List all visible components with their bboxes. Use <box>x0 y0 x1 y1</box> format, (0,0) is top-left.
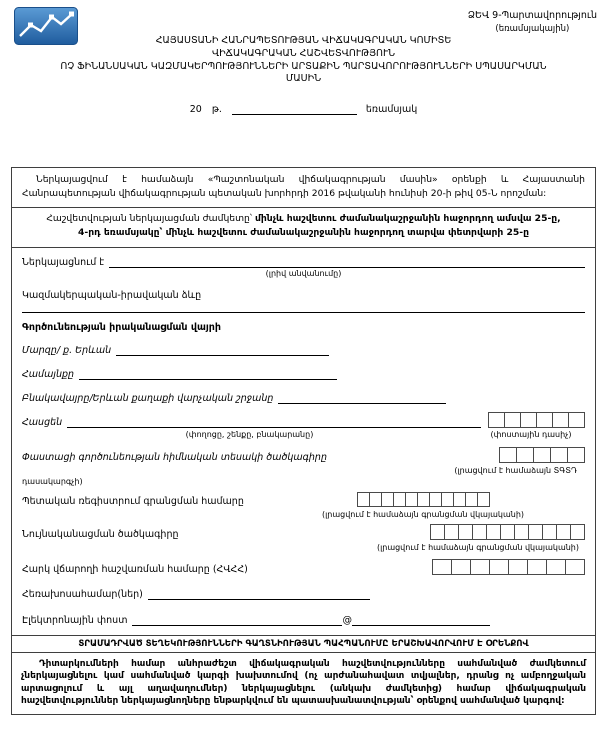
code-cell[interactable] <box>458 524 473 540</box>
community-row <box>22 367 585 380</box>
form-periodicity: (եռամսյակային) <box>495 24 570 35</box>
code-cell[interactable] <box>556 524 571 540</box>
community-input[interactable] <box>79 367 337 380</box>
email-domain-input[interactable] <box>352 613 490 626</box>
code-cell[interactable] <box>451 559 471 575</box>
deadline-section <box>12 208 595 248</box>
code-cell[interactable] <box>565 559 585 575</box>
deadline-prefix: Հաշվետվության ներկայացման ժամկետը՝ <box>46 212 253 224</box>
code-cell[interactable] <box>430 524 445 540</box>
tin-row <box>22 559 585 575</box>
code-cell[interactable] <box>444 524 459 540</box>
code-cell[interactable] <box>504 412 521 428</box>
presented-by-row <box>22 255 585 268</box>
tin-boxes <box>432 559 585 575</box>
subject-title-line2: ՄԱՍԻՆ <box>285 73 322 85</box>
address-row <box>22 412 585 428</box>
community-label: Համայնքը <box>22 368 75 380</box>
settlement-input[interactable] <box>278 391 446 404</box>
form-code: ՁԵՎ 9-Պարտավորություն <box>467 10 597 21</box>
code-cell[interactable] <box>527 559 547 575</box>
code-cell[interactable] <box>533 447 551 463</box>
state-register-boxes <box>357 492 490 507</box>
code-cell[interactable] <box>552 412 569 428</box>
code-cell[interactable] <box>520 412 537 428</box>
org-legal-form-input[interactable] <box>22 301 585 313</box>
code-cell[interactable] <box>516 447 534 463</box>
committee-title: ՀԱՅԱՍՏԱՆԻ ՀԱՆՐԱՊԵՏՈՒԹՅԱՆ ՎԻՃԱԿԱԳՐԱԿԱՆ ԿՈՄԻՏԵ <box>155 35 452 46</box>
report-date-line <box>11 103 596 115</box>
activity-place-heading: Գործունեության իրականացման վայրի <box>22 321 221 333</box>
code-cell[interactable] <box>500 524 515 540</box>
liability-warning <box>12 653 595 714</box>
code-cell[interactable] <box>489 559 509 575</box>
presented-by-label: Ներկայացնում է <box>22 256 105 268</box>
org-legal-form-label: Կազմակերպական-իրավական ձևը <box>22 289 202 301</box>
state-register-label: Պետական ռեգիստրում գրանցման համարը <box>22 496 244 508</box>
legal-basis-text: Ներկայացվում է համաձայն «Պաշտոնական վիճակագրության մասին» օրենքի և Հայաստանի Հանրապետության վիճակագրության պետական խորհրդի 2016 թվականի հունիսի 20-ի թիվ 05-Ն որոշման: <box>22 174 585 199</box>
region-row <box>22 343 585 356</box>
legal-basis-section <box>12 168 595 208</box>
code-cell[interactable] <box>486 524 501 540</box>
settlement-label: Բնակավայրը/Երևան քաղաքի վարչական շրջանը <box>22 392 274 404</box>
email-label: Էլեկտրոնային փոստ <box>22 614 128 626</box>
email-row <box>22 613 585 626</box>
deadline-part1: մինչև հաշվետու ժամանակաշրջանին հաջորդող ամսվա 25-ը, <box>254 212 561 224</box>
activity-code-note-part1: (լրացվում է համաձայն ՏԳՏԴ <box>454 465 577 475</box>
title-block <box>11 35 596 86</box>
address-input[interactable] <box>67 415 481 428</box>
form-body <box>11 167 596 715</box>
phone-row <box>22 587 585 600</box>
confidentiality-banner: ՏՐԱՄԱԴՐՎԱԾ ՏԵՂԵԿՈՒԹՅՈՒՆՆԵՐԻ ԳԱՂՏՆԻՈՒԹՅԱՆ ՊԱՀՊԱՆՈՒՄԸ ԵՐԱՇԽԱՎՈՐՎՈՒՄ Է ՕՐԵՆՔՈՎ <box>12 635 595 653</box>
code-cell[interactable] <box>508 559 528 575</box>
code-cell[interactable] <box>550 447 568 463</box>
address-note: (փողոցը, շենքը, բնակարանը) <box>185 429 314 439</box>
region-label: Մարզը/ ք. Երևան <box>22 344 112 356</box>
requisites-section <box>12 248 595 635</box>
code-cell[interactable] <box>477 492 490 507</box>
deadline-part2: 4-րդ եռամսյակը՝ մինչև հաշվետու ժամանակաշրջանին հաջորդող տարվա փետրվարի 25-ը <box>78 226 529 238</box>
address-label: Հասցեն <box>22 416 63 428</box>
code-cell[interactable] <box>528 524 543 540</box>
org-legal-form-row <box>22 290 585 301</box>
code-cell[interactable] <box>432 559 452 575</box>
code-cell[interactable] <box>514 524 529 540</box>
code-cell[interactable] <box>488 412 505 428</box>
code-cell[interactable] <box>470 559 490 575</box>
code-cell[interactable] <box>570 524 585 540</box>
postal-note: (փոստային դասիչ) <box>490 429 572 439</box>
email-at-sign: @ <box>342 614 352 626</box>
region-input[interactable] <box>116 343 329 356</box>
address-notes-row <box>22 429 585 440</box>
year-suffix: թ. <box>211 104 222 116</box>
phone-input[interactable] <box>148 587 370 600</box>
code-cell[interactable] <box>536 412 553 428</box>
year-prefix: 20 <box>189 104 202 116</box>
code-cell[interactable] <box>472 524 487 540</box>
presented-by-note: (լրիվ անվանումը) <box>265 268 342 278</box>
state-register-row <box>22 492 585 507</box>
armstat-logo <box>14 7 78 45</box>
code-cell[interactable] <box>542 524 557 540</box>
report-type-title: ՎԻՃԱԿԱԳՐԱԿԱՆ ՀԱՇՎԵՏՎՈՒԹՅՈՒՆ <box>211 47 396 59</box>
liability-warning-text: Դիտարկումների համար անհրաժեշտ վիճակագրական հաշվետվությունները սահմանված ժամկետում չներկայացնելու կամ սահմանված կարգի խախտումով (ոչ արժանահավատ տվյալներ, դրանց ոչ ամբողջական արտացոլում և այլ աղավաղումներ) ներկայացնելու (անկախ ժամկետից) համար վիճակագրական հաշվետվություններ ներկայացնողները ենթարկվում են պատասխանատվության՝ օրենքով սահմանված կարգով: <box>21 658 586 707</box>
code-cell[interactable] <box>568 412 585 428</box>
code-cell[interactable] <box>546 559 566 575</box>
period-word: եռամսյակ <box>365 104 418 116</box>
activity-code-row <box>22 447 585 463</box>
presented-by-input[interactable] <box>109 255 585 268</box>
state-register-note: (լրացվում է համաձայն գրանցման վկայականի) <box>322 510 525 520</box>
code-cell[interactable] <box>499 447 517 463</box>
email-local-input[interactable] <box>132 613 342 626</box>
id-code-label: Նույնականացման ծածկագիրը <box>22 529 179 541</box>
settlement-row <box>22 391 585 404</box>
id-code-row <box>22 524 585 540</box>
activity-code-note-part2: դասակարգչի) <box>22 477 83 487</box>
tin-label: Հարկ վճարողի հաշվառման համարը (ՀՎՀՀ) <box>22 563 248 575</box>
form-code-block <box>468 9 597 36</box>
subject-title-line1: ՈՉ ՖԻՆԱՆՍԱԿԱՆ ԿԱԶՄԱԿԵՐՊՈՒԹՅՈՒՆՆԵՐԻ ԱՐՏԱՔԻՆ ՊԱՐՏԱՎՈՐՈՒԹՅՈՒՆՆԵՐԻ ՍՊԱՍԱՐԿՄԱՆ <box>60 60 547 72</box>
activity-code-boxes <box>499 447 585 463</box>
quarter-input[interactable] <box>232 103 357 115</box>
id-code-note: (լրացվում է համաձայն գրանցման վկայականի) <box>376 543 579 553</box>
code-cell[interactable] <box>567 447 585 463</box>
postal-code-boxes <box>488 412 585 428</box>
activity-code-label: Փաստացի գործունեության հիմնական տեսակի ծածկագիրը <box>22 451 327 463</box>
line-chart-logo-icon <box>14 7 78 45</box>
phone-label: Հեռախոսահամար(ներ) <box>22 588 143 600</box>
id-code-boxes <box>430 524 585 540</box>
